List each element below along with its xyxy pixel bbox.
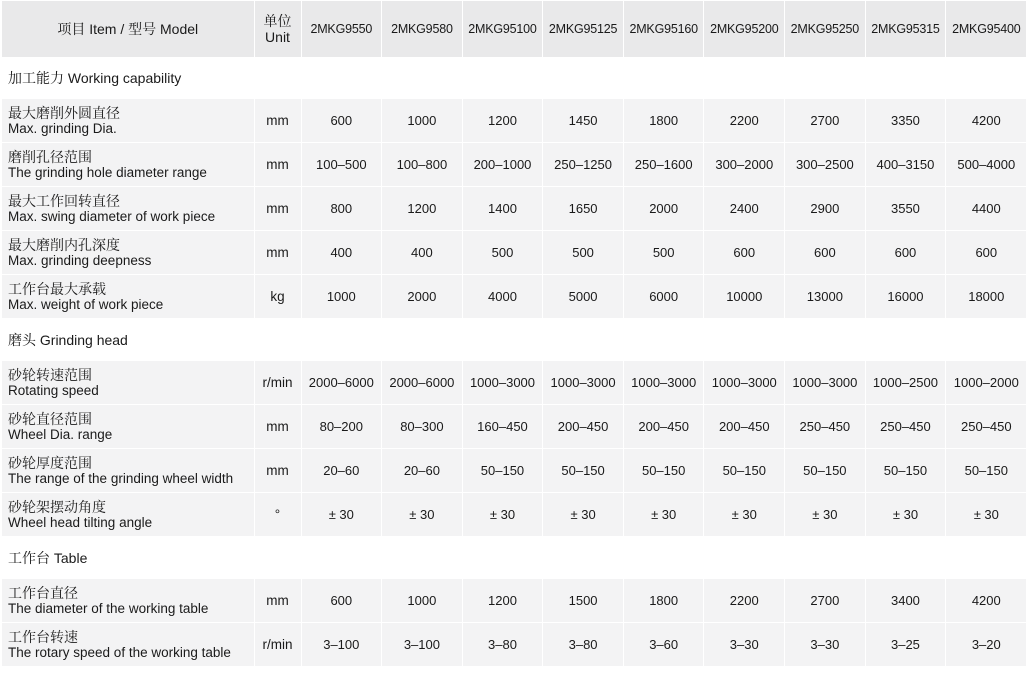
value-cell: ± 30	[543, 493, 624, 537]
item-label-zh: 砂轮厚度范围	[8, 454, 92, 471]
model-header: 2MKG95400	[946, 1, 1027, 57]
value-cell: 1000–3000	[462, 361, 543, 405]
value-cell: 250–450	[946, 405, 1027, 449]
model-header: 2MKG9580	[382, 1, 463, 57]
unit-cell: r/min	[254, 361, 301, 405]
value-cell: 3–80	[543, 623, 624, 667]
unit-cell: mm	[254, 143, 301, 187]
unit-header-en: Unit	[265, 29, 290, 45]
value-cell: ± 30	[462, 493, 543, 537]
item-label-zh: 工作台转速	[8, 628, 78, 645]
model-header: 2MKG95200	[704, 1, 785, 57]
value-cell: 16000	[865, 275, 946, 319]
item-label-en: Wheel head tilting angle	[8, 514, 153, 530]
value-cell: 80–200	[301, 405, 382, 449]
value-cell: 600	[704, 231, 785, 275]
model-header: 2MKG95250	[785, 1, 866, 57]
value-cell: 1000–3000	[704, 361, 785, 405]
value-cell: 50–150	[543, 449, 624, 493]
value-cell: 1650	[543, 187, 624, 231]
item-cell	[2, 449, 254, 493]
value-cell: 2700	[785, 99, 866, 143]
value-cell: 3–100	[382, 623, 463, 667]
value-cell: 4000	[462, 275, 543, 319]
value-cell: 3–25	[865, 623, 946, 667]
value-cell: 2200	[704, 99, 785, 143]
value-cell: 200–450	[623, 405, 704, 449]
value-cell: 13000	[785, 275, 866, 319]
value-cell: 4200	[946, 99, 1027, 143]
value-cell: 300–2000	[704, 143, 785, 187]
item-cell	[2, 231, 254, 275]
value-cell: 3–30	[704, 623, 785, 667]
item-label-zh: 最大工作回转直径	[8, 192, 120, 209]
value-cell: 2200	[704, 579, 785, 623]
value-cell: 3550	[865, 187, 946, 231]
value-cell: 3–60	[623, 623, 704, 667]
model-header: 2MKG95125	[543, 1, 624, 57]
item-label-en: The grinding hole diameter range	[8, 164, 207, 180]
unit-cell: mm	[254, 579, 301, 623]
value-cell: 100–500	[301, 143, 382, 187]
value-cell: 1400	[462, 187, 543, 231]
value-cell: 2000–6000	[301, 361, 382, 405]
table-row	[2, 361, 1026, 405]
value-cell: 50–150	[623, 449, 704, 493]
model-header: 2MKG95315	[865, 1, 946, 57]
value-cell: ± 30	[865, 493, 946, 537]
spec-table	[2, 1, 1026, 667]
value-cell: 2000	[382, 275, 463, 319]
value-cell: ± 30	[785, 493, 866, 537]
value-cell: 1000–2500	[865, 361, 946, 405]
value-cell: 80–300	[382, 405, 463, 449]
value-cell: 500	[623, 231, 704, 275]
value-cell: 18000	[946, 275, 1027, 319]
value-cell: 160–450	[462, 405, 543, 449]
value-cell: 500	[462, 231, 543, 275]
model-header: 2MKG95160	[623, 1, 704, 57]
item-cell	[2, 275, 254, 319]
item-label-en: The rotary speed of the working table	[8, 644, 231, 660]
item-label-en: The diameter of the working table	[8, 600, 209, 616]
value-cell: 5000	[543, 275, 624, 319]
value-cell: 2700	[785, 579, 866, 623]
value-cell: 1000	[301, 275, 382, 319]
table-row	[2, 231, 1026, 275]
unit-cell: mm	[254, 99, 301, 143]
table-row	[2, 623, 1026, 667]
table-row	[2, 275, 1026, 319]
table-row	[2, 99, 1026, 143]
item-cell	[2, 143, 254, 187]
item-label-zh: 最大磨削外圆直径	[8, 104, 120, 121]
item-label-zh: 磨削孔径范围	[8, 148, 92, 165]
item-label-en: The range of the grinding wheel width	[8, 470, 234, 486]
value-cell: 300–2500	[785, 143, 866, 187]
table-row	[2, 187, 1026, 231]
spec-table-body	[2, 57, 1026, 667]
value-cell: 250–1600	[623, 143, 704, 187]
unit-cell: mm	[254, 187, 301, 231]
value-cell: 20–60	[301, 449, 382, 493]
value-cell: 6000	[623, 275, 704, 319]
value-cell: 250–450	[865, 405, 946, 449]
value-cell: 1800	[623, 579, 704, 623]
value-cell: 3–20	[946, 623, 1027, 667]
value-cell: 2900	[785, 187, 866, 231]
value-cell: 3–100	[301, 623, 382, 667]
unit-cell: °	[254, 493, 301, 537]
section-title: 工作台 Table	[2, 537, 1026, 580]
value-cell: ± 30	[301, 493, 382, 537]
value-cell: 600	[301, 579, 382, 623]
value-cell: 3–30	[785, 623, 866, 667]
table-row	[2, 493, 1026, 537]
value-cell: 250–1250	[543, 143, 624, 187]
item-label-en: Max. swing diameter of work piece	[8, 208, 216, 224]
item-label-en: Max. grinding deepness	[8, 252, 152, 268]
header-row	[2, 1, 1026, 57]
value-cell: 3–80	[462, 623, 543, 667]
item-label-en: Wheel Dia. range	[8, 426, 113, 442]
section-title: 加工能力 Working capability	[2, 57, 1026, 99]
table-row	[2, 405, 1026, 449]
value-cell: ± 30	[704, 493, 785, 537]
value-cell: ± 30	[946, 493, 1027, 537]
item-label-zh: 工作台最大承载	[8, 280, 106, 297]
value-cell: 4400	[946, 187, 1027, 231]
value-cell: 50–150	[704, 449, 785, 493]
value-cell: 600	[785, 231, 866, 275]
value-cell: 200–450	[543, 405, 624, 449]
value-cell: 400–3150	[865, 143, 946, 187]
item-label-en: Max. weight of work piece	[8, 296, 164, 312]
section-title: 磨头 Grinding head	[2, 319, 1026, 362]
section-row	[2, 57, 1026, 99]
item-cell	[2, 187, 254, 231]
value-cell: 200–1000	[462, 143, 543, 187]
item-label-en: Max. grinding Dia.	[8, 120, 117, 136]
value-cell: 1000–2000	[946, 361, 1027, 405]
value-cell: 800	[301, 187, 382, 231]
value-cell: 1000	[382, 579, 463, 623]
table-row	[2, 449, 1026, 493]
value-cell: 1450	[543, 99, 624, 143]
unit-cell: mm	[254, 449, 301, 493]
value-cell: 600	[301, 99, 382, 143]
item-label-zh: 最大磨削内孔深度	[8, 236, 120, 253]
model-header: 2MKG9550	[301, 1, 382, 57]
value-cell: 10000	[704, 275, 785, 319]
unit-cell: r/min	[254, 623, 301, 667]
value-cell: 400	[301, 231, 382, 275]
value-cell: 500–4000	[946, 143, 1027, 187]
value-cell: 50–150	[462, 449, 543, 493]
item-cell	[2, 493, 254, 537]
value-cell: 50–150	[946, 449, 1027, 493]
value-cell: 2400	[704, 187, 785, 231]
value-cell: 1000	[382, 99, 463, 143]
item-cell	[2, 623, 254, 667]
value-cell: 1500	[543, 579, 624, 623]
unit-header	[254, 1, 301, 57]
value-cell: 50–150	[865, 449, 946, 493]
unit-cell: mm	[254, 231, 301, 275]
value-cell: 1000–3000	[623, 361, 704, 405]
value-cell: 2000–6000	[382, 361, 463, 405]
value-cell: 250–450	[785, 405, 866, 449]
table-row	[2, 143, 1026, 187]
value-cell: 600	[946, 231, 1027, 275]
value-cell: 500	[543, 231, 624, 275]
value-cell: 1200	[382, 187, 463, 231]
value-cell: 600	[865, 231, 946, 275]
unit-cell: kg	[254, 275, 301, 319]
value-cell: 100–800	[382, 143, 463, 187]
value-cell: 3400	[865, 579, 946, 623]
section-row	[2, 319, 1026, 362]
item-cell	[2, 579, 254, 623]
value-cell: 4200	[946, 579, 1027, 623]
value-cell: ± 30	[623, 493, 704, 537]
item-label-zh: 砂轮转速范围	[8, 366, 92, 383]
item-model-header: 项目 Item / 型号 Model	[2, 1, 254, 57]
value-cell: 1200	[462, 99, 543, 143]
value-cell: 20–60	[382, 449, 463, 493]
section-row	[2, 537, 1026, 580]
item-label-zh: 工作台直径	[8, 584, 78, 601]
item-label-zh: 砂轮直径范围	[8, 410, 92, 427]
value-cell: 200–450	[704, 405, 785, 449]
value-cell: ± 30	[382, 493, 463, 537]
value-cell: 1000–3000	[543, 361, 624, 405]
value-cell: 2000	[623, 187, 704, 231]
unit-cell: mm	[254, 405, 301, 449]
value-cell: 400	[382, 231, 463, 275]
unit-header-zh: 单位	[263, 13, 292, 29]
table-row	[2, 579, 1026, 623]
value-cell: 1200	[462, 579, 543, 623]
item-label-en: Rotating speed	[8, 382, 99, 398]
model-header: 2MKG95100	[462, 1, 543, 57]
item-cell	[2, 361, 254, 405]
value-cell: 50–150	[785, 449, 866, 493]
item-cell	[2, 405, 254, 449]
item-label-zh: 砂轮架摆动角度	[8, 498, 106, 515]
value-cell: 3350	[865, 99, 946, 143]
item-cell	[2, 99, 254, 143]
value-cell: 1800	[623, 99, 704, 143]
value-cell: 1000–3000	[785, 361, 866, 405]
